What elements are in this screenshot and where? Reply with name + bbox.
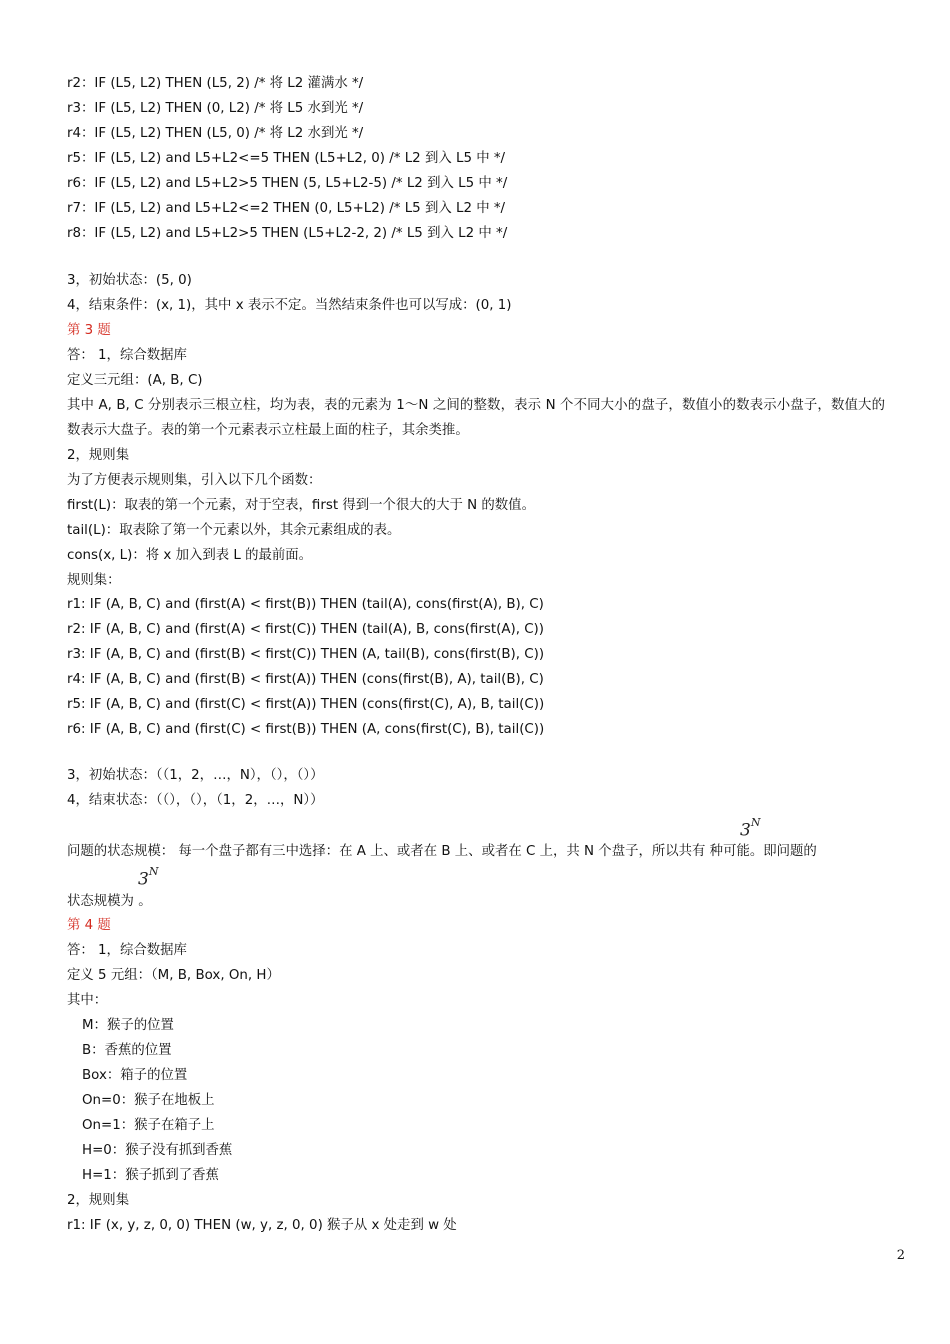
rule-line: r4：IF (L5, L2) THEN (L5, 0) /* 将 L2 水到光 */: [67, 126, 364, 141]
math-3-power-n: $3^N$: [740, 816, 761, 841]
q3-initial-state: 3，初始状态：（（1，2，…，N），（），（））: [67, 768, 324, 783]
q3-answer: 答： 1，综合数据库: [67, 348, 187, 363]
question-3-title: 第 3 题: [67, 323, 111, 338]
q4-item: M：猴子的位置: [82, 1018, 174, 1033]
rule-line: r8：IF (L5, L2) and L5+L2>5 THEN (L5+L2-2, 2) /* L5 到入 L2 中 */: [67, 226, 508, 241]
q4-rule: r1: IF (x, y, z, 0, 0) THEN (w, y, z, 0, 0) 猴子从 x 处走到 w 处: [67, 1218, 457, 1233]
math-3-power-n: $3^N$: [138, 865, 159, 890]
q3-state-scale: 问题的状态规模： 每一个盘子都有三中选择：在 A 上、或者在 B 上、或者在 C 上，共 N 个盘子，所以共有 种可能。即问题的: [67, 844, 817, 859]
q3-description: 其中 A, B, C 分别表示三根立柱，均为表，表的元素为 1～N 之间的整数，表示 N 个不同大小的盘子，数值小的数表示小盘子，数值大的数表示大盘子。表的第一个元素表示立柱最上面的柱子，其余类推。: [67, 398, 885, 438]
q4-item: On=0：猴子在地板上: [82, 1093, 215, 1108]
q3-rules-label: 规则集：: [67, 573, 121, 588]
question-4-title: 第 4 题: [67, 918, 111, 933]
q3-rule: r1: IF (A, B, C) and (first(A) < first(B)) THEN (tail(A), cons(first(A), B), C): [67, 597, 544, 612]
end-condition: 4，结束条件：(x, 1)，其中 x 表示不定。当然结束条件也可以写成：(0, 1): [67, 298, 512, 313]
rule-line: r2：IF (L5, L2) THEN (L5, 2) /* 将 L2 灌满水 */: [67, 76, 364, 91]
q4-item: H=1：猴子抓到了香蕉: [82, 1168, 219, 1183]
q3-final-state: 4，结束状态：（（），（），（1，2，…，N））: [67, 793, 324, 808]
rule-line: r6：IF (L5, L2) and L5+L2>5 THEN (5, L5+L2-5) /* L2 到入 L5 中 */: [67, 176, 508, 191]
rule-line: r5：IF (L5, L2) and L5+L2<=5 THEN (L5+L2, 0) /* L2 到入 L5 中 */: [67, 151, 506, 166]
q4-item: H=0：猴子没有抓到香蕉: [82, 1143, 233, 1158]
q4-item: Box：箱子的位置: [82, 1068, 188, 1083]
initial-state: 3，初始状态：(5, 0): [67, 273, 192, 288]
function-first: first(L)：取表的第一个元素，对于空表，first 得到一个很大的大于 N 的数值。: [67, 498, 535, 513]
q3-rule: r3: IF (A, B, C) and (first(B) < first(C)) THEN (A, tail(B), cons(first(B), C)): [67, 647, 545, 662]
page-number: 2: [896, 1248, 905, 1263]
q3-state-scale-end: 状态规模为 。: [67, 894, 152, 909]
q4-ruleset-heading: 2，规则集: [67, 1193, 130, 1208]
q3-intro: 为了方便表示规则集，引入以下几个函数：: [67, 473, 322, 488]
rule-line: r7：IF (L5, L2) and L5+L2<=2 THEN (0, L5+L2) /* L5 到入 L2 中 */: [67, 201, 506, 216]
function-tail: tail(L)：取表除了第一个元素以外，其余元素组成的表。: [67, 523, 401, 538]
rule-line: r3：IF (L5, L2) THEN (0, L2) /* 将 L5 水到光 */: [67, 101, 364, 116]
q4-where: 其中：: [67, 993, 108, 1008]
q4-item: On=1：猴子在箱子上: [82, 1118, 215, 1133]
q3-rule: r5: IF (A, B, C) and (first(C) < first(A)) THEN (cons(first(C), A), B, tail(C)): [67, 697, 545, 712]
q3-rule: r2: IF (A, B, C) and (first(A) < first(C)) THEN (tail(A), B, cons(first(A), C)): [67, 622, 545, 637]
q4-item: B：香蕉的位置: [82, 1043, 172, 1058]
q4-answer: 答： 1，综合数据库: [67, 943, 187, 958]
q3-definition: 定义三元组：(A, B, C): [67, 373, 203, 388]
q3-rule: r4: IF (A, B, C) and (first(B) < first(A)) THEN (cons(first(B), A), tail(B), C): [67, 672, 544, 687]
q3-rule: r6: IF (A, B, C) and (first(C) < first(B)) THEN (A, cons(first(C), B), tail(C)): [67, 722, 545, 737]
q4-definition: 定义 5 元组：（M, B, Box, On, H）: [67, 968, 280, 983]
q3-ruleset-heading: 2，规则集: [67, 448, 130, 463]
function-cons: cons(x, L)：将 x 加入到表 L 的最前面。: [67, 548, 313, 563]
